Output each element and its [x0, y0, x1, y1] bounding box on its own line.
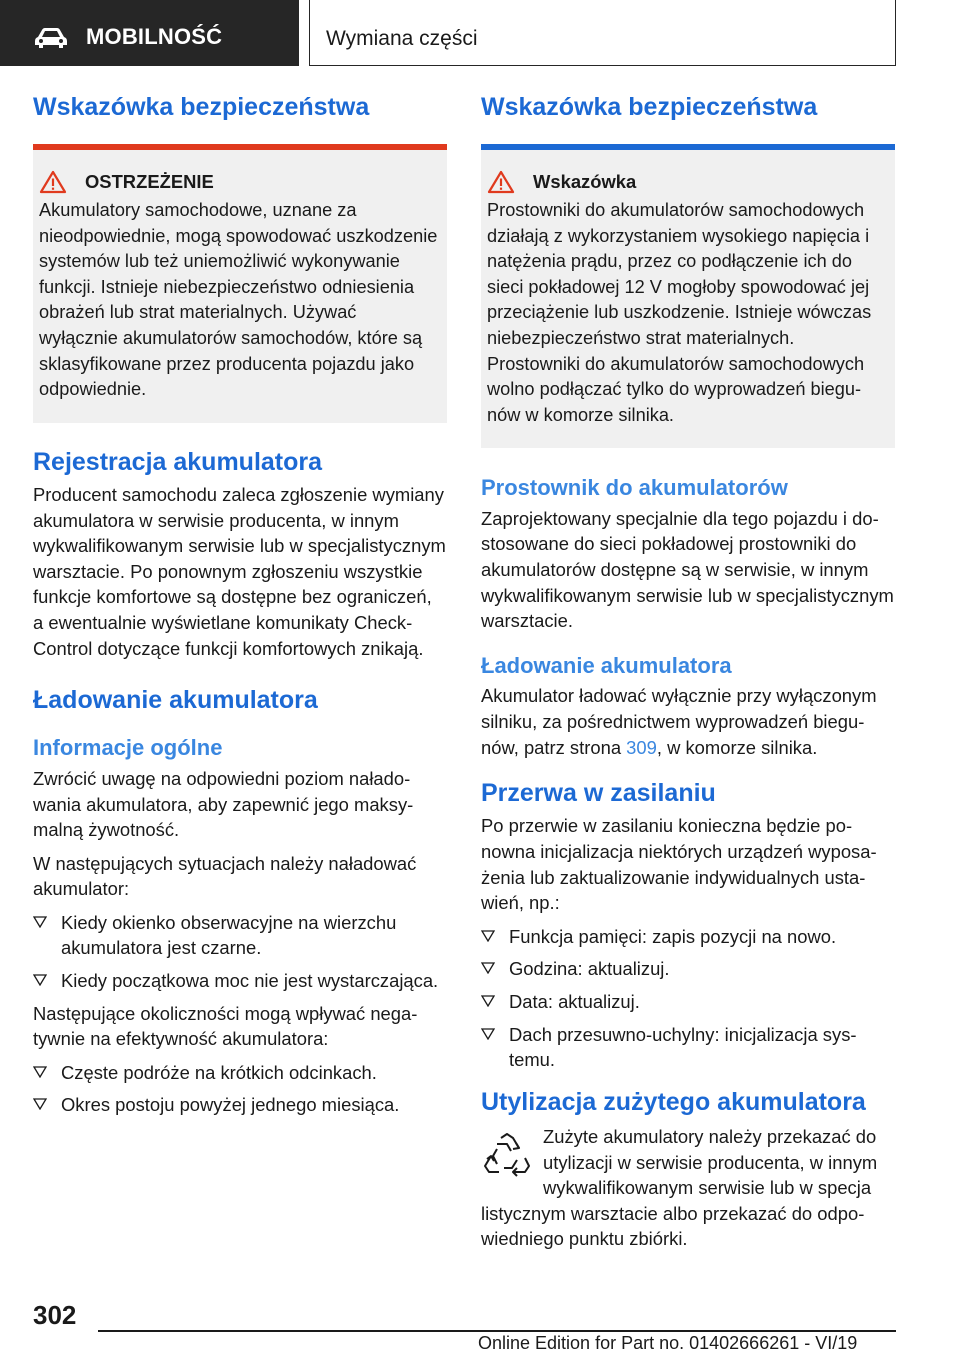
triangle-bullet-icon: [481, 930, 495, 942]
list-item: Data: aktualizuj.: [481, 989, 895, 1015]
info-box: [481, 144, 895, 448]
registration-heading: Rejestracja akumulatora: [33, 447, 323, 476]
page-number: 302: [33, 1300, 77, 1330]
recycle-icon: [481, 1130, 533, 1186]
chapter-title: Wymiana części: [326, 27, 478, 50]
disposal-heading: Utylizacja zużytego akumulatora: [481, 1087, 866, 1116]
registration-text: Producent samochodu zaleca zgłoszenie wymiany akumulatora w serwisie producenta, w innym wykwalifikowanym serwisie lub w specjalistycznym warsztacie. Po ponownym zgłoszeniu wszystkie funkcje komfortowe są dostępne bez ograniczeń, a ewentualnie wyświetlane komunikaty Check-Control dotyczące funkcji komfortowych znikają.: [33, 484, 446, 659]
charging-conditions-list: [33, 910, 447, 994]
page-header: [0, 0, 960, 66]
safety-note-title: Wskazówka bezpieczeństwa: [481, 93, 818, 121]
triangle-bullet-icon: [481, 962, 495, 974]
charging-text-3: Następujące okoliczności mogą wpływać negatywnie na efektywność akumulatora:: [33, 1002, 418, 1050]
reinit-list: [481, 924, 895, 1073]
info-text: Prostowniki do akumulatorów samochodowych działają z wykorzystaniem wysokiego napięcia i natężenia prądu, przez co podłączenie ich do sieci pokładowej 12 V mogłoby spowodować jej przeciążenie lub uszkodzenie. Istnieje wówczas niebezpieczeństwo strat materialnych. Prostowniki do akumulatorów samochodowych wolno podłączać tylko do wyprowadzeń biegunów w komorze silnika.: [487, 200, 872, 425]
edition-text: Online Edition for Part no. 01402666261 - VI/19: [478, 1333, 858, 1353]
list-item: Godzina: aktualizuj.: [481, 956, 895, 982]
disposal-block: [481, 1124, 895, 1201]
list-item: Okres postoju powyżej jednego miesiąca.: [33, 1092, 447, 1118]
warning-triangle-icon: [39, 170, 67, 194]
list-item: Dach przesuwno-uchylny: inicjalizacja systemu.: [481, 1022, 895, 1073]
triangle-bullet-icon: [33, 916, 47, 928]
warning-box-header: [39, 170, 439, 194]
triangle-bullet-icon: [33, 974, 47, 986]
list-item: Funkcja pamięci: zapis pozycji na nowo.: [481, 924, 895, 950]
warning-label: OSTRZEŻENIE: [85, 171, 214, 192]
list-item: Kiedy okienko obserwacyjne na wierzchu akumulatora jest czarne.: [33, 910, 447, 961]
charger-heading: Prostownik do akumulatorów: [481, 475, 788, 501]
safety-note-title: Wskazówka bezpieczeństwa: [33, 93, 370, 121]
page-link[interactable]: 309: [626, 736, 657, 758]
list-item: Częste podróże na krótkich odcinkach.: [33, 1060, 447, 1086]
section-tab: [0, 0, 299, 66]
right-column: [481, 92, 895, 1252]
triangle-bullet-icon: [33, 1066, 47, 1078]
footer-divider: [98, 1330, 896, 1332]
general-info-heading: Informacje ogólne: [33, 735, 223, 761]
triangle-bullet-icon: [33, 1098, 47, 1110]
charging-text: Akumulator ładować wyłącznie przy wyłączonym silniku, za pośrednictwem wyprowadzeń biegunów, patrz strona 309, w komorze silnika.: [481, 685, 877, 758]
warning-triangle-icon: [487, 170, 515, 194]
charging-text-1: Zwrócić uwagę na odpowiedni poziom naładowania akumulatora, aby zapewnić jego maksymalną żywotność.: [33, 767, 414, 841]
charging-heading: Ładowanie akumulatora: [481, 652, 732, 678]
triangle-bullet-icon: [481, 1028, 495, 1040]
info-label: Wskazówka: [533, 171, 637, 192]
charging-text-2: W następujących sytuacjach należy naładować akumulator:: [33, 852, 417, 900]
charger-text: Zaprojektowany specjalnie dla tego pojazdu i dostosowane do sieci pokładowej prostowniki do akumulatorów dostępne są w serwisie, w innym wykwalifikowanym serwisie lub w specjalistycznym warsztacie.: [481, 507, 894, 632]
left-column: [33, 92, 447, 1125]
car-icon: [34, 27, 68, 49]
disposal-side-text: Zużyte akumulatory należy przekazać do utylizacji w serwisie producenta, w innym wykwalifikowanym serwisie lub w specja: [543, 1125, 878, 1199]
power-interruption-heading: Przerwa w zasilaniu: [481, 779, 716, 808]
warning-box: [33, 144, 447, 423]
list-item: Kiedy początkowa moc nie jest wystarczająca.: [33, 968, 447, 994]
charging-heading: Ładowanie akumulatora: [33, 686, 318, 715]
disposal-text: listycznym warsztacie albo przekazać do odpowiedniego punktu zbiórki.: [481, 1202, 865, 1250]
info-box-header: [487, 170, 887, 194]
efficiency-factors-list: [33, 1060, 447, 1118]
warning-text: Akumulatory samochodowe, uznane za nieodpowiednie, mogą spowodować uszkodzenie systemów lub też uniemożliwić wykonywanie funkcji. Istnieje niebezpieczeństwo odniesienia obrażeń lub strat materialnych. Używać wyłącznie akumulatorów samochodów, które są sklasyfikowane przez producenta pojazdu jako odpowiednie.: [39, 200, 438, 400]
triangle-bullet-icon: [481, 995, 495, 1007]
power-interruption-text: Po przerwie w zasilaniu konieczna będzie ponowna inicjalizacja niektórych urządzeń wyposażenia lub zaktualizowanie indywidualnych ustawień, np.:: [481, 815, 877, 914]
section-title: MOBILNOŚĆ: [86, 24, 223, 49]
chapter-tab: [309, 0, 896, 66]
